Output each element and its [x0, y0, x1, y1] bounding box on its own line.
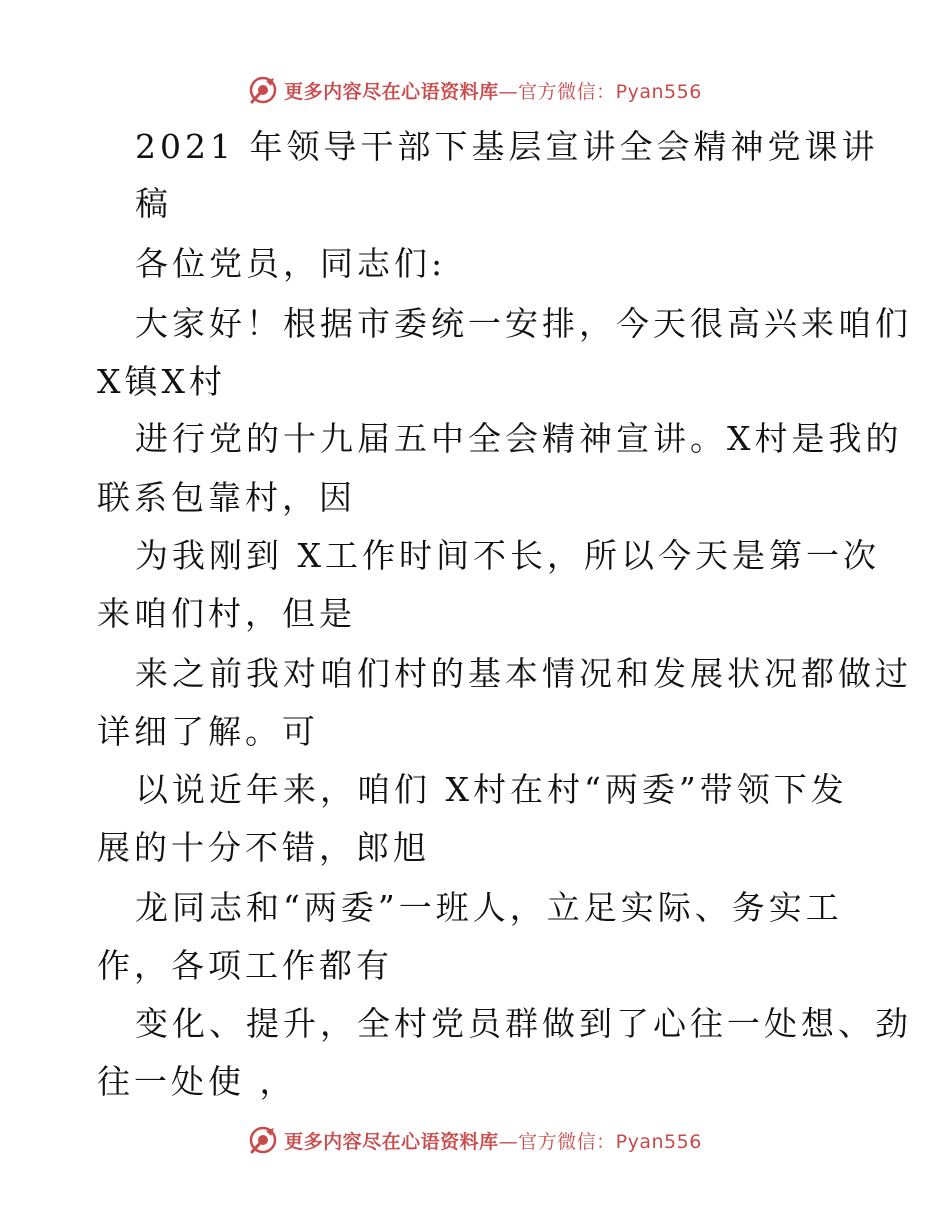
- text-line: 以说近年来，咱们 X村在村“两委”带领下发: [135, 770, 848, 809]
- text-line: 大家好！根据市委统一安排，今天很高兴来咱们: [135, 304, 912, 343]
- text-line: 联系包靠村，因: [97, 478, 356, 517]
- title-line-1: 2021 年领导干部下基层宣讲全会精神党课讲: [135, 127, 879, 166]
- text-line: 为我刚到 X工作时间不长，所以今天是第一次: [135, 536, 880, 575]
- text-line: 作，各项工作都有: [97, 946, 393, 985]
- watermark-text: [284, 77, 702, 104]
- quill-seal-icon: [248, 1125, 278, 1155]
- text-line: 来之前我对咱们村的基本情况和发展状况都做过: [135, 654, 912, 693]
- watermark-wechat: 官方微信：Pyan556: [518, 1130, 702, 1153]
- text-line: 变化、提升，全村党员群做到了心往一处想、劲: [135, 1004, 912, 1043]
- watermark-site: 更多内容尽在心语资料库: [284, 80, 499, 103]
- watermark-text: [284, 1127, 702, 1154]
- watermark-separator: —: [498, 1130, 519, 1153]
- text-line: 来咱们村，但是: [97, 594, 356, 633]
- text-line: X镇X村: [97, 362, 226, 401]
- watermark-separator: —: [498, 80, 519, 103]
- text-line: 往一处使 ，: [97, 1062, 297, 1101]
- text-line: 展的十分不错，郎旭: [97, 828, 430, 867]
- footer-watermark: [0, 1122, 950, 1158]
- text-line: 进行党的十九届五中全会精神宣讲。X村是我的: [135, 419, 903, 458]
- title-line-2: 稿: [135, 184, 172, 223]
- watermark-site: 更多内容尽在心语资料库: [284, 1130, 499, 1153]
- text-line: 龙同志和“两委”一班人，立足实际、务实工: [135, 888, 843, 927]
- header-watermark: [0, 72, 950, 108]
- text-line: 详细了解。可: [97, 712, 319, 751]
- salutation: 各位党员，同志们:: [135, 244, 447, 283]
- quill-seal-icon: [248, 75, 278, 105]
- watermark-wechat: 官方微信：Pyan556: [518, 80, 702, 103]
